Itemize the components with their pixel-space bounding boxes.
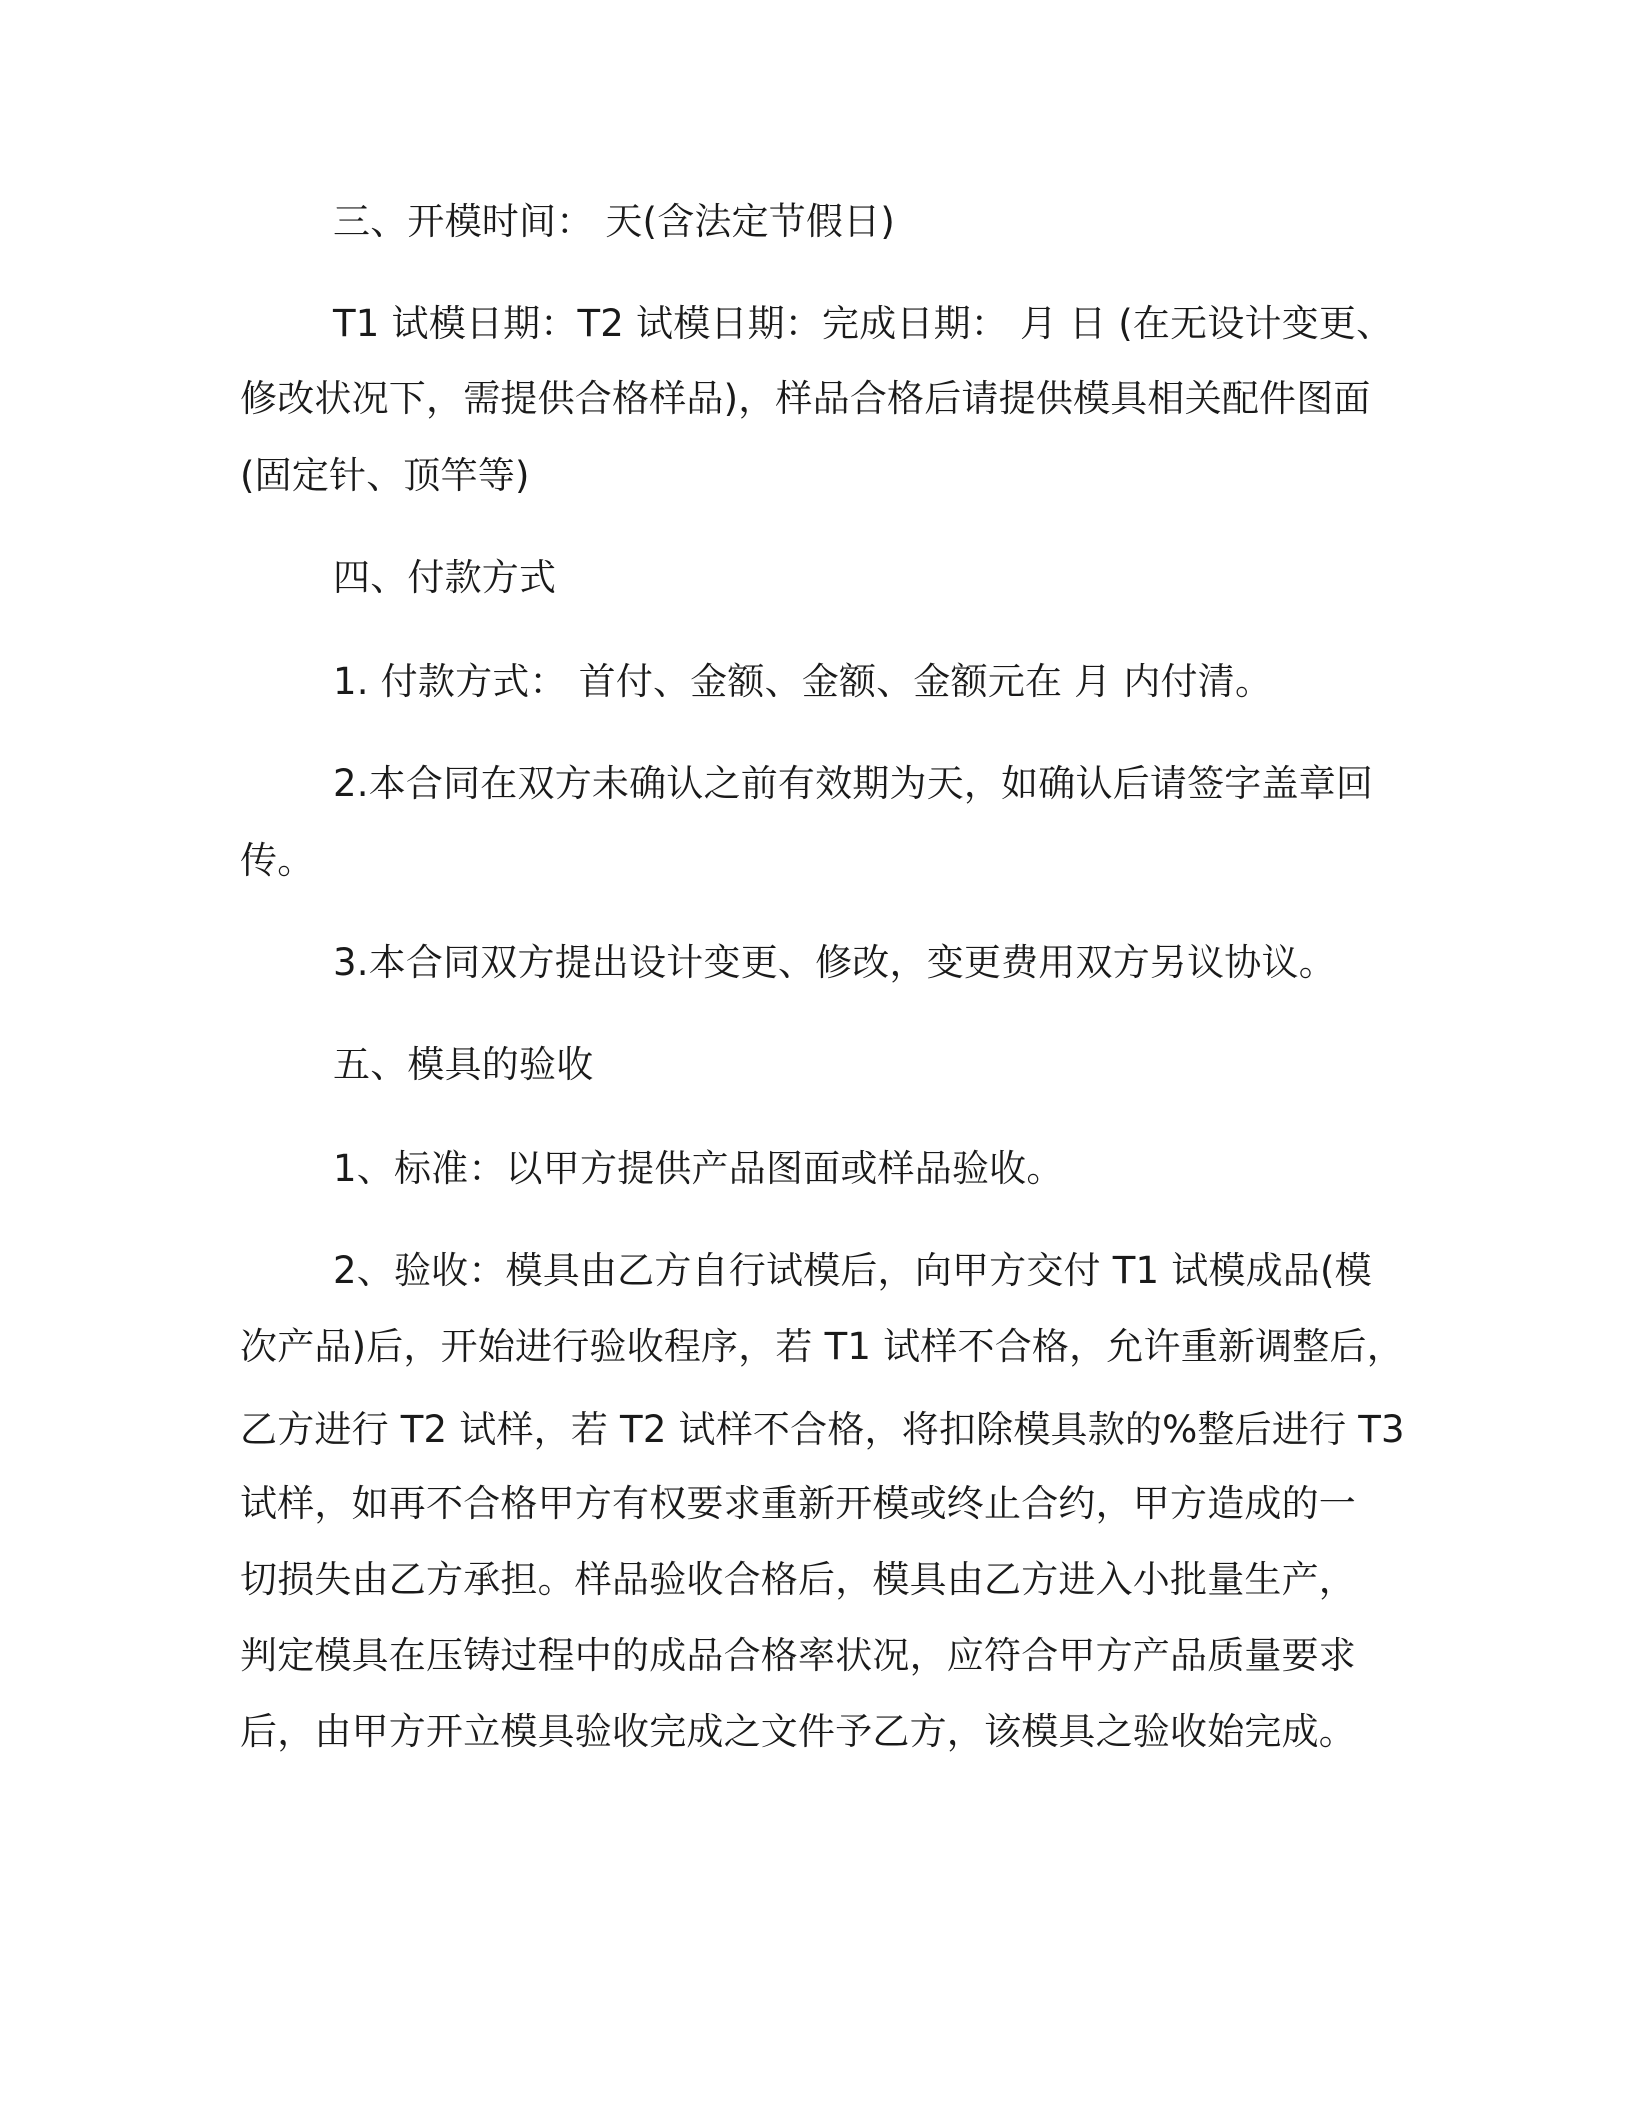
paragraph-line: 切损失由乙方承担。样品验收合格后，模具由乙方进入小批量生产， bbox=[240, 1558, 1356, 1601]
paragraph-line: 2.本合同在双方未确认之前有效期为天，如确认后请签字盖章回 bbox=[333, 762, 1374, 805]
paragraph-line: T1 试模日期：T2 试模日期：完成日期： 月 日 (在无设计变更、 bbox=[333, 302, 1394, 345]
paragraph-line: 传。 bbox=[240, 839, 315, 882]
section-3-heading: 三、开模时间： 天(含法定节假日) bbox=[333, 200, 896, 243]
paragraph-line: 判定模具在压铸过程中的成品合格率状况，应符合甲方产品质量要求 bbox=[240, 1634, 1356, 1677]
paragraph-line: 3.本合同双方提出设计变更、修改，变更费用双方另议协议。 bbox=[333, 941, 1336, 984]
section-5-heading: 五、模具的验收 bbox=[333, 1043, 594, 1086]
paragraph-line: 修改状况下，需提供合格样品)，样品合格后请提供模具相关配件图面 bbox=[240, 377, 1371, 420]
paragraph-line: 2、验收：模具由乙方自行试模后，向甲方交付 T1 试模成品(模 bbox=[333, 1249, 1372, 1292]
paragraph-line: 次产品)后，开始进行验收程序，若 T1 试样不合格，允许重新调整后， bbox=[240, 1325, 1404, 1368]
paragraph-line: 试样，如再不合格甲方有权要求重新开模或终止合约，甲方造成的一 bbox=[240, 1482, 1356, 1525]
paragraph-line: 乙方进行 T2 试样，若 T2 试样不合格，将扣除模具款的%整后进行 T3 bbox=[240, 1408, 1405, 1451]
section-4-heading: 四、付款方式 bbox=[333, 556, 557, 599]
paragraph-line: 1. 付款方式： 首付、金额、金额、金额元在 月 内付清。 bbox=[333, 660, 1273, 703]
paragraph-line: 后，由甲方开立模具验收完成之文件予乙方，该模具之验收始完成。 bbox=[240, 1710, 1356, 1753]
paragraph-line: 1、标准：以甲方提供产品图面或样品验收。 bbox=[333, 1147, 1064, 1190]
paragraph-line: (固定针、顶竿等) bbox=[240, 454, 530, 497]
